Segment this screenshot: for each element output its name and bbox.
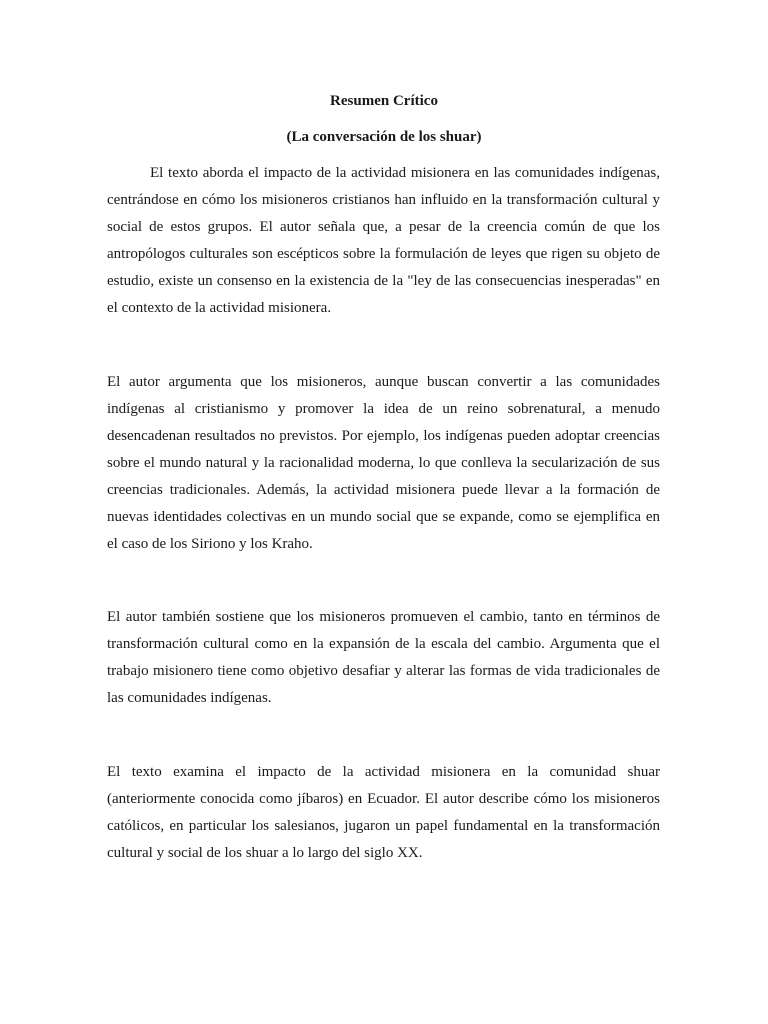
document-subtitle: (La conversación de los shuar) — [286, 129, 482, 145]
paragraph-3: El autor también sostiene que los misioneros promueven el cambio, tanto en términos de transformación cultural como en la expansión de la escala del cambio. Argumenta que el trabajo misionero tiene como objetivo desafiar y alterar las formas de vida tradicionales de las comunidades indígenas. — [107, 609, 660, 706]
paragraph-1: El texto aborda el impacto de la actividad misionera en las comunidades indígenas, centrándose en cómo los misioneros cristianos han influido en la transformación cultural y social de estos grupos. El autor señala que, a pesar de la creencia común de que los antropólogos culturales son escépticos sobre la formulación de leyes que rigen su objeto de estudio, existe un consenso en la existencia de la "ley de las consecuencias inesperadas" en el contexto de la actividad misionera. — [107, 165, 660, 316]
paragraph-2: El autor argumenta que los misioneros, aunque buscan convertir a las comunidades indígenas al cristianismo y promover la idea de un reino sobrenatural, a menudo desencadenan resultados no previstos. Por ejemplo, los indígenas pueden adoptar creencias sobre el mundo natural y la racionalidad moderna, lo que conlleva la secularización de sus creencias tradicionales. Además, la actividad misionera puede llevar a la formación de nuevas identidades colectivas en un mundo social que se expande, como se ejemplifica en el caso de los Siriono y los Kraho. — [107, 374, 660, 552]
paragraph-4: El texto examina el impacto de la actividad misionera en la comunidad shuar (anteriormente conocida como jíbaros) en Ecuador. El autor describe cómo los misioneros católicos, en particular los salesianos, jugaron un papel fundamental en la transformación cultural y social de los shuar a lo largo del siglo XX. — [107, 764, 660, 861]
document-title: Resumen Crítico — [330, 93, 438, 109]
